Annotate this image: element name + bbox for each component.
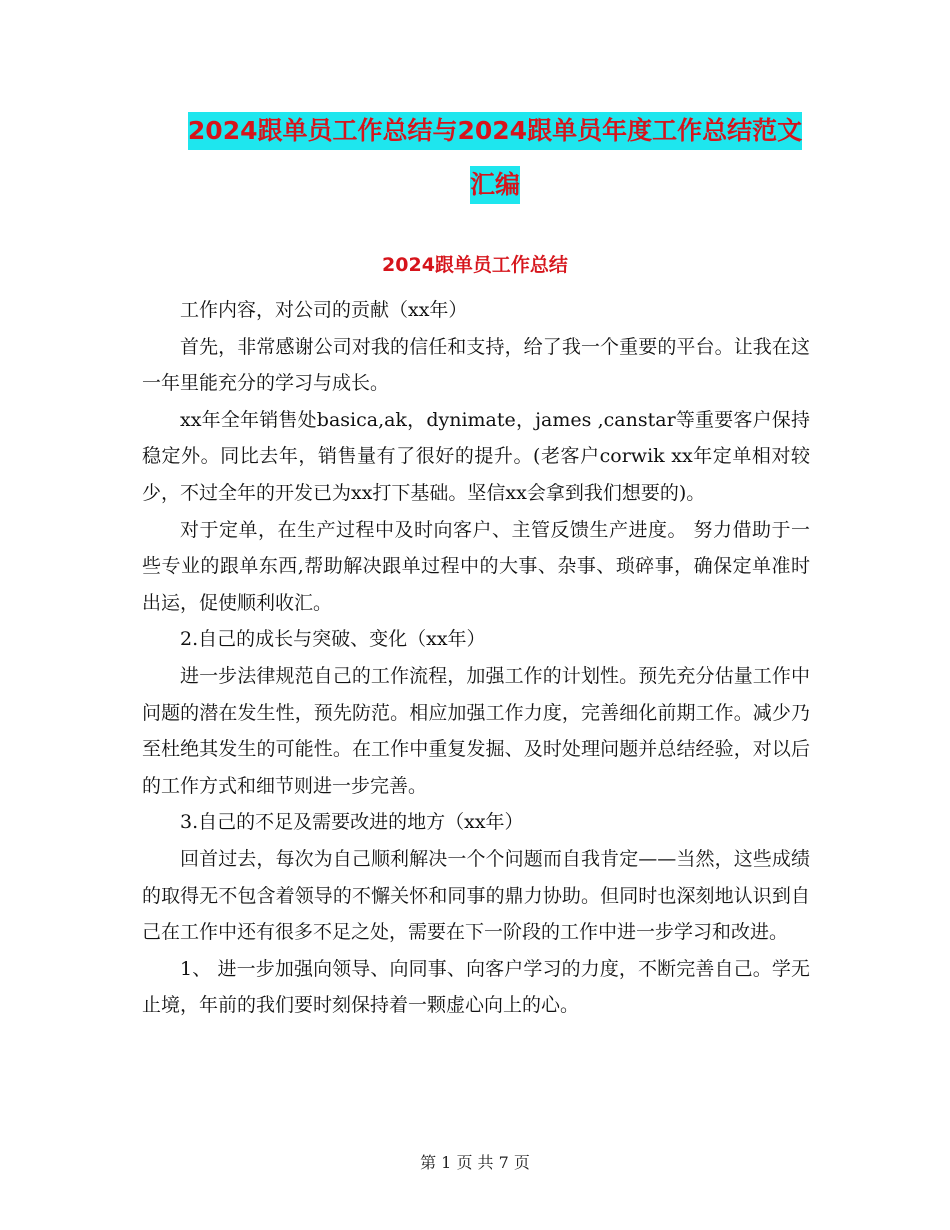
document-title-line-2: 汇编 <box>470 166 520 204</box>
paragraph-growth-heading: 2.自己的成长与突破、变化（xx年） <box>180 628 486 651</box>
document-body <box>142 292 810 1024</box>
paragraph-orders: 对于定单，在生产过程中及时向客户、主管反馈生产进度。 努力借助于一些专业的跟单东西,帮助解决跟单过程中的大事、杂事、琐碎事，确保定单准时出运，促使顺利收汇。 <box>142 518 810 614</box>
page-footer: 第 1 页 共 7 页 <box>420 1153 530 1172</box>
document-title-line-1: 2024跟单员工作总结与2024跟单员年度工作总结范文 <box>188 112 802 150</box>
document-title <box>140 112 850 204</box>
paragraph-growth: 进一步法律规范自己的工作流程，加强工作的计划性。预先充分估量工作中问题的潜在发生性，预先防范。相应加强工作力度，完善细化前期工作。减少乃至杜绝其发生的可能性。在工作中重复发掘、及时处理问题并总结经验，对以后的工作方式和细节则进一步完善。 <box>142 664 810 797</box>
paragraph-shortcomings-heading: 3.自己的不足及需要改进的地方（xx年） <box>180 811 524 834</box>
section-heading: 2024跟单员工作总结 <box>382 254 568 276</box>
paragraph-improvement-1: 1、 进一步加强向领导、向同事、向客户学习的力度，不断完善自己。学无止境，年前的我们要时刻保持着一颗虚心向上的心。 <box>142 957 810 1017</box>
paragraph-review: 回首过去，每次为自己顺利解决一个个问题而自我肯定——当然，这些成绩的取得无不包含着领导的不懈关怀和同事的鼎力协助。但同时也深刻地认识到自己在工作中还有很多不足之处，需要在下一阶段的工作中进一步学习和改进。 <box>142 847 810 944</box>
paragraph-sales: xx年全年销售处basica,ak，dynimate，james ,canstar等重要客户保持稳定外。同比去年，销售量有了很好的提升。(老客户corwik xx年定单相对较少，不过全年的开发已为xx打下基础。坚信xx会拿到我们想要的)。 <box>142 408 810 504</box>
paragraph-thanks: 首先，非常感谢公司对我的信任和支持，给了我一个重要的平台。让我在这一年里能充分的学习与成长。 <box>142 335 810 395</box>
paragraph-work-content: 工作内容，对公司的贡献（xx年） <box>180 299 468 321</box>
